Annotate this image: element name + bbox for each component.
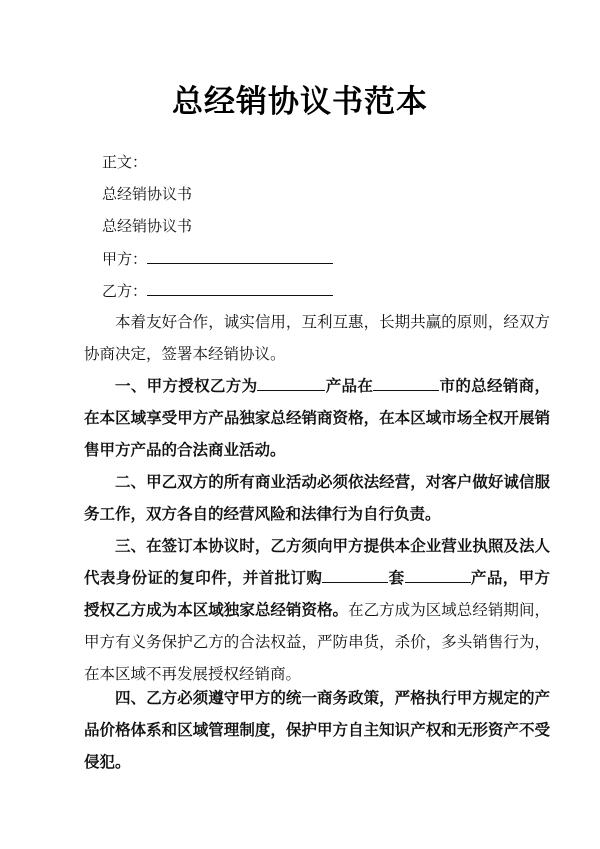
party-b-label: 乙方： [102,282,148,300]
party-a-label: 甲方： [102,250,148,268]
clause-3-paragraph [84,530,550,690]
party-b-blank [147,280,333,296]
clause-1-part-b: 产品在 [325,376,374,395]
clause-1-paragraph [84,370,550,466]
subtitle-line-2: 总经销协议书 [102,217,193,235]
party-a-blank [147,248,333,264]
clause-3-part-c: 产品，甲方授权乙方成为本区域独家总经销资格。 [84,568,550,619]
clause-3-part-d: 在乙方成为区域总经销期间，甲方有义务保护乙方的合法权益，严防串货，杀价，多头销售行为，在本区域不再发展授权经销商。 [84,601,550,683]
clause-1-part-a: 一、甲方授权乙方为 [115,376,258,395]
clause-4-paragraph: 四、乙方必须遵守甲方的统一商务政策，严格执行甲方规定的产品价格体系和区域管理制度，保护甲方自主知识产权和无形资产不受侵犯。 [84,688,550,771]
subtitle-line-1: 总经销协议书 [102,185,193,203]
clause-1-blank-product [257,374,325,391]
party-a-line [102,248,333,269]
clause-3-part-b: 套 [388,568,405,587]
preamble-paragraph: 本着友好合作，诚实信用，互利互惠，长期共赢的原则，经双方协商决定，签署本经销协议。 [84,313,550,363]
party-b-line [102,280,333,301]
clause-1-blank-city [373,374,439,391]
document-title: 总经销协议书范本 [172,84,428,120]
clause-2-paragraph: 二、甲乙双方的所有商业活动必须依法经营，对客户做好诚信服务工作，双方各自的经营风险和法律行为自行负责。 [84,472,550,523]
clause-3-blank-product [405,566,471,583]
clause-1-part-c: 市的总经销商，在本区域享受甲方产品独家总经销商资格，在本区域市场全权开展销售甲方产品的合法商业活动。 [84,376,550,459]
body-label: 正文： [102,153,148,171]
clause-3-part-a: 三、在签订本协议时，乙方须向甲方提供本企业营业执照及法人代表身份证的复印件，并首批订购 [84,536,550,587]
clause-3-blank-quantity [322,566,388,583]
